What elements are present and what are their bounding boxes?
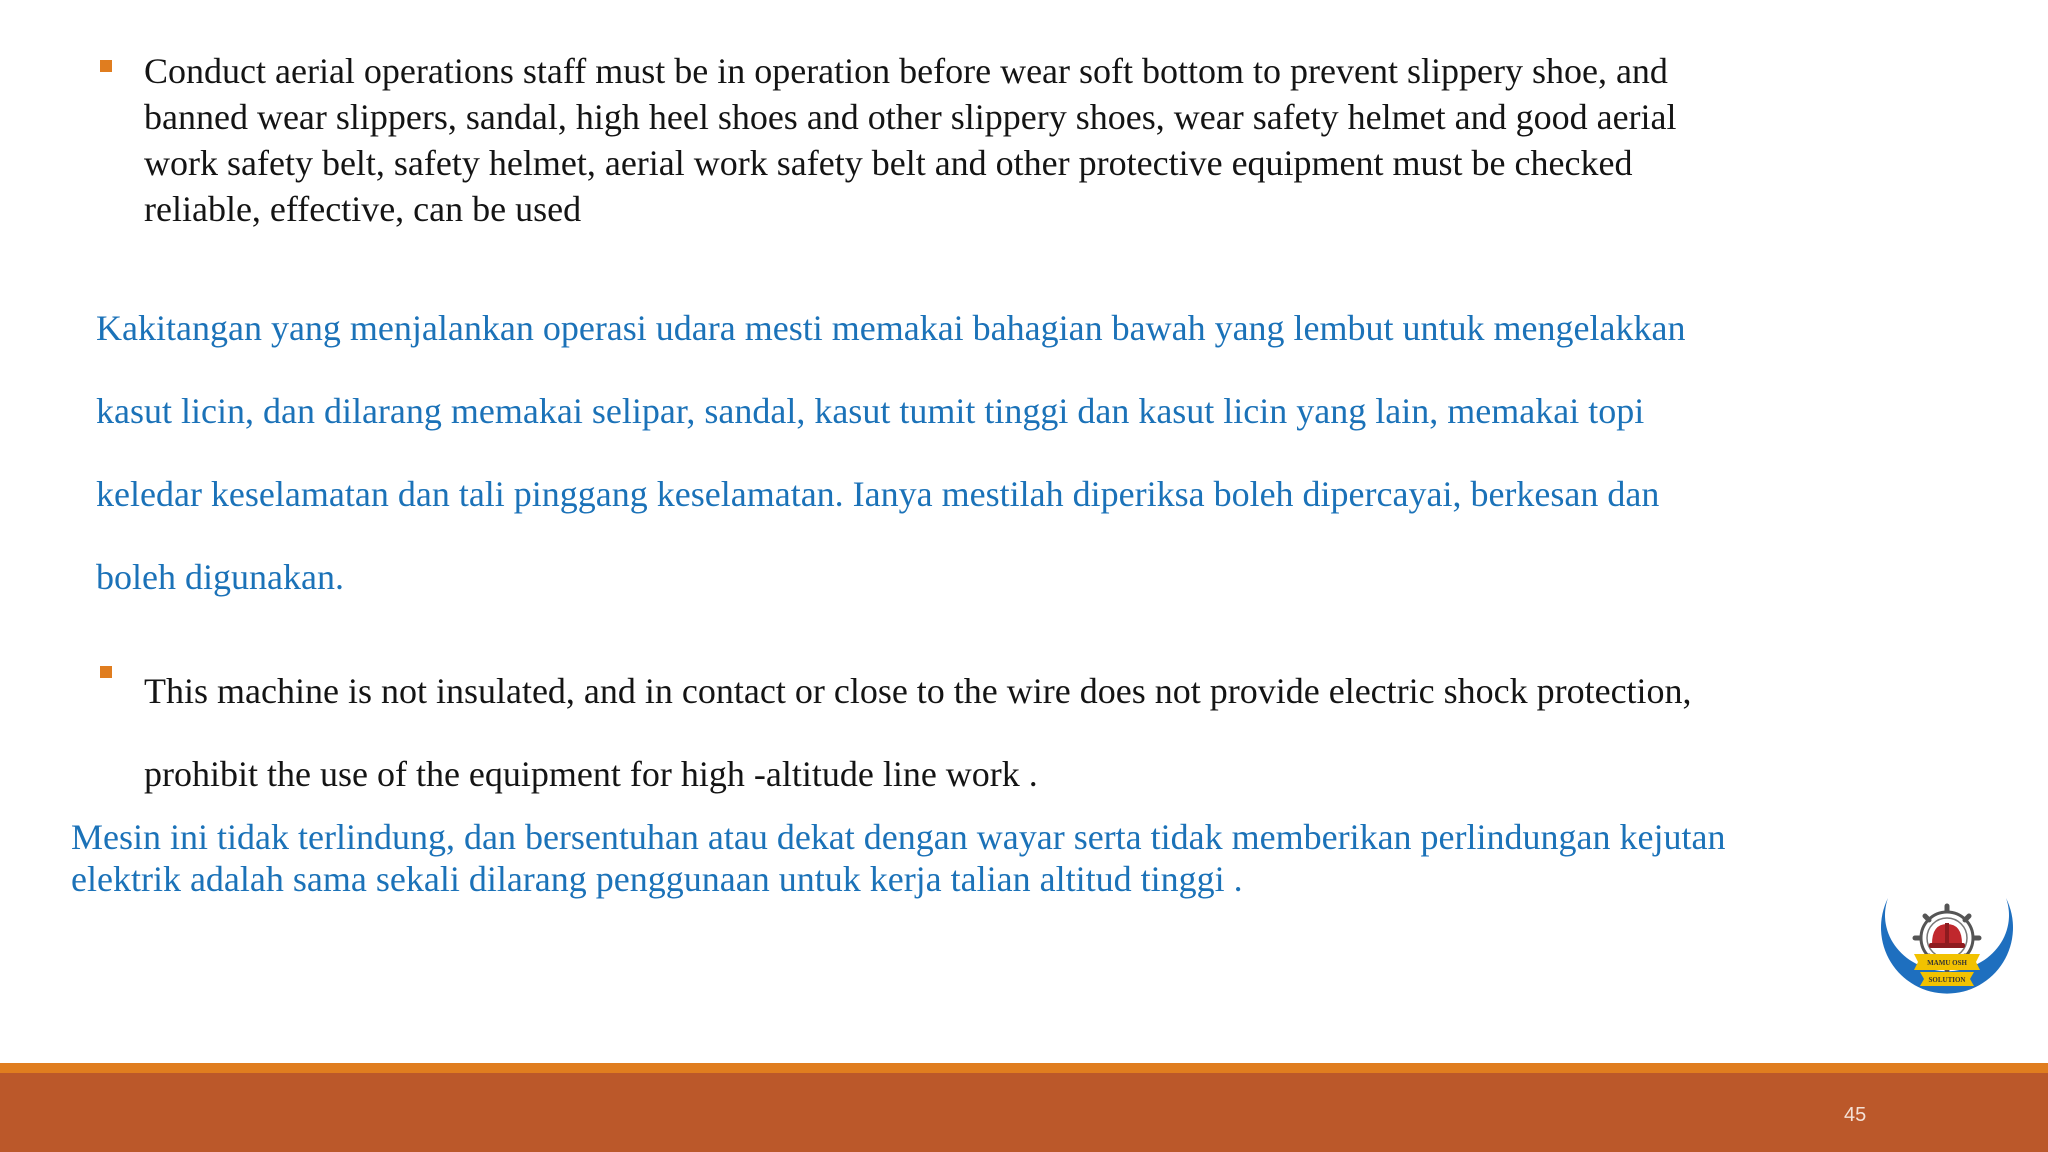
translation-text-insulation-warning <box>71 816 1871 900</box>
company-logo <box>1874 892 2020 1032</box>
text-line: kasut licin, dan dilarang memakai selipar, sandal, kasut tumit tinggi dan kasut licin yang lain, memakai topi <box>96 391 1645 431</box>
text-line: Conduct aerial operations staff must be in operation before wear soft bottom to prevent slippery shoe, and <box>144 51 1668 91</box>
bullet-text-aerial-safety <box>144 48 1884 232</box>
text-line: elektrik adalah sama sekali dilarang penggunaan untuk kerja talian altitud tinggi . <box>71 859 1243 899</box>
footer-band <box>0 1073 2048 1152</box>
bullet-text-insulation-warning <box>144 650 1904 816</box>
text-line: This machine is not insulated, and in contact or close to the wire does not provide electric shock protection, <box>144 671 1692 711</box>
bullet-marker <box>100 60 112 72</box>
page-number: 45 <box>1844 1104 1867 1126</box>
text-line: banned wear slippers, sandal, high heel shoes and other slippery shoes, wear safety helmet and good aerial <box>144 97 1677 137</box>
logo-text-line: MAMU OSH <box>1927 959 1967 967</box>
logo-text-line: SOLUTION <box>1928 976 1966 984</box>
text-line: prohibit the use of the equipment for high -altitude line work . <box>144 754 1038 794</box>
text-line: keledar keselamatan dan tali pinggang keselamatan. Ianya mestilah diperiksa boleh dipercayai, berkesan dan <box>96 474 1660 514</box>
translation-text-aerial-safety <box>96 287 1856 619</box>
text-line: reliable, effective, can be used <box>144 189 582 229</box>
footer-stripe <box>0 1063 2048 1073</box>
text-line: boleh digunakan. <box>96 557 344 597</box>
logo-ribbon <box>1914 954 1980 986</box>
bullet-marker <box>100 666 112 678</box>
text-line: Kakitangan yang menjalankan operasi udara mesti memakai bahagian bawah yang lembut untuk mengelakkan <box>96 308 1686 348</box>
text-line: Mesin ini tidak terlindung, dan bersentuhan atau dekat dengan wayar serta tidak memberikan perlindungan kejutan <box>71 817 1726 857</box>
text-line: work safety belt, safety helmet, aerial work safety belt and other protective equipment must be checked <box>144 143 1633 183</box>
